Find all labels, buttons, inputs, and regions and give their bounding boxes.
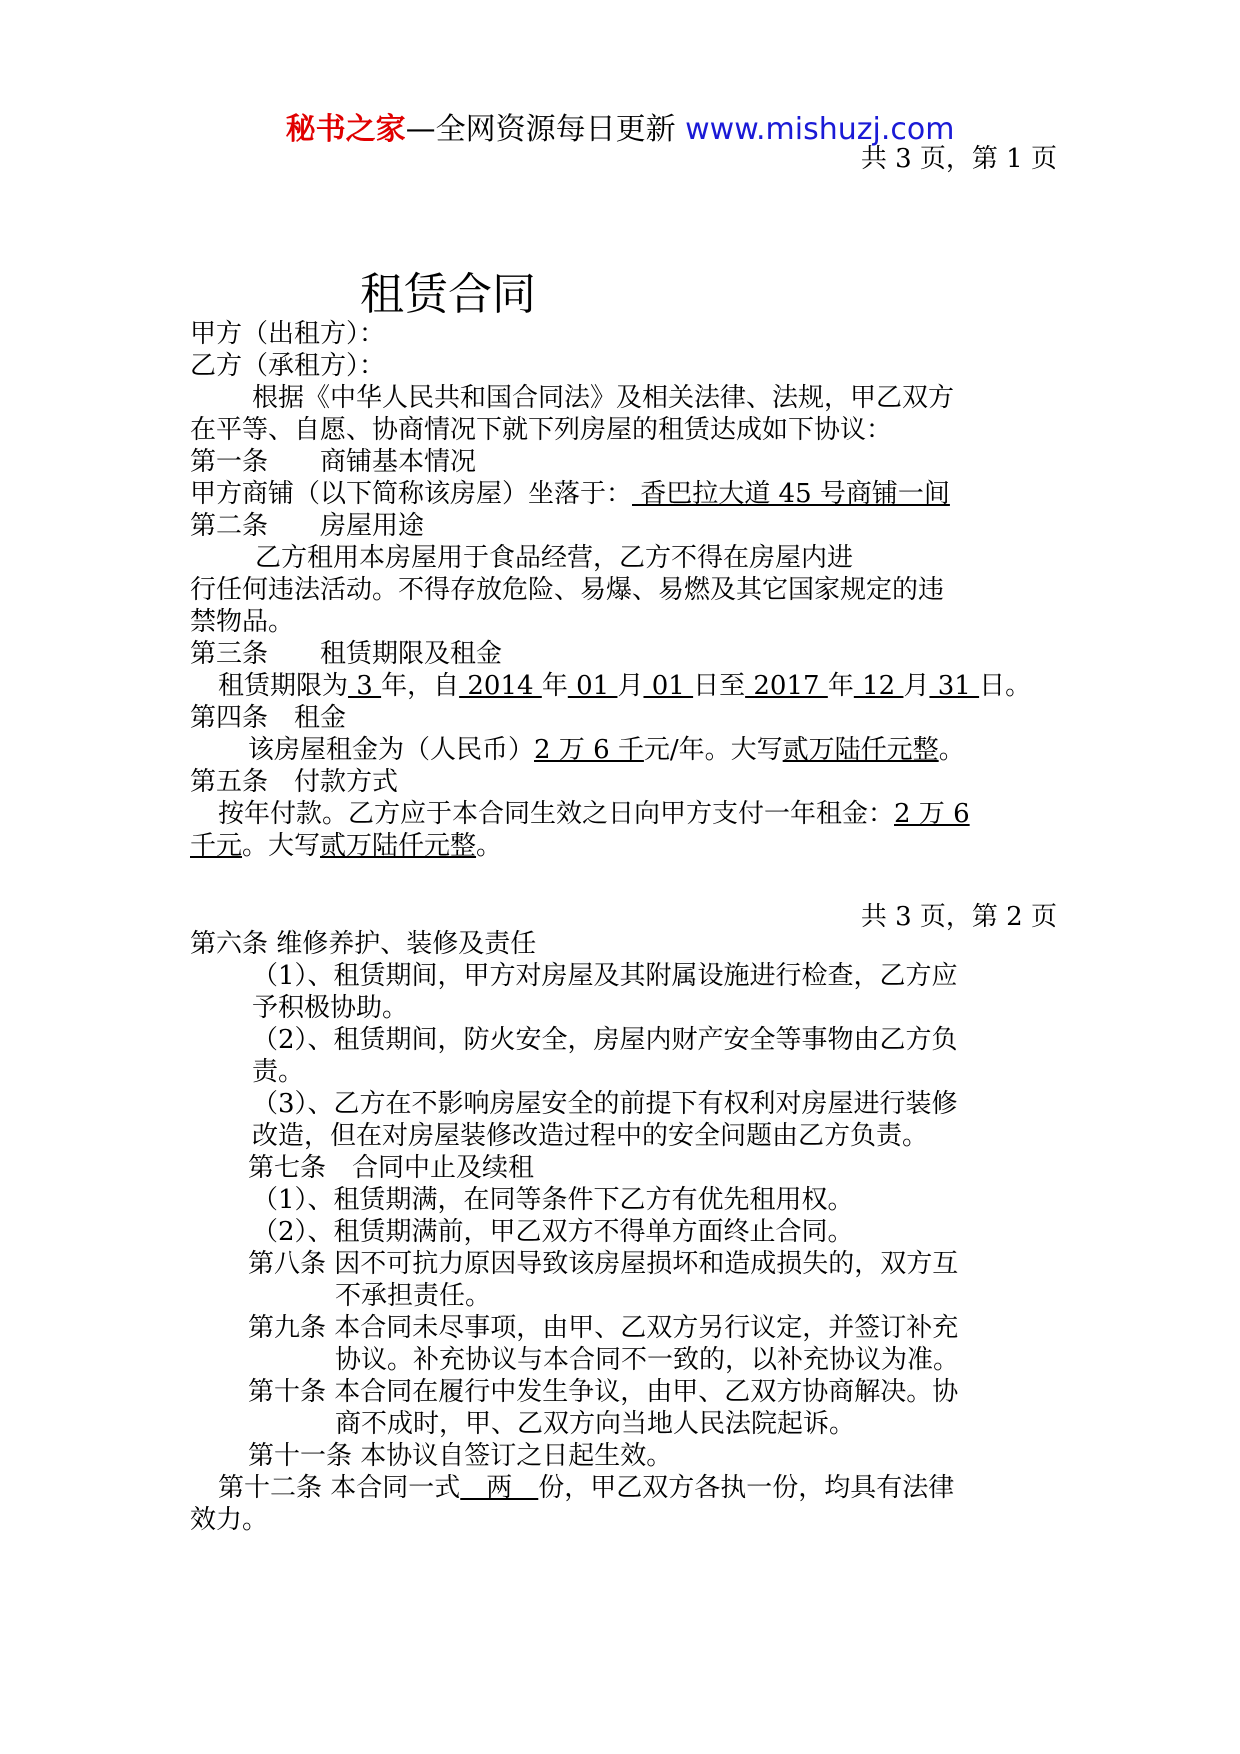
banner-brand: 秘书之家 — [285, 112, 406, 147]
payment-amount: 2 万 6 — [894, 799, 970, 829]
article-6-title: 第六条 维修养护、装修及责任 — [190, 929, 537, 959]
article-3-title: 第三条 租赁期限及租金 — [190, 639, 503, 669]
term-text: 日至 — [693, 671, 746, 701]
banner-url[interactable]: www.mishuzj.com — [685, 112, 955, 147]
end-day: 31 — [929, 671, 980, 701]
article-2-line-2: 行任何违法活动。不得存放危险、易爆、易燃及其它国家规定的违 — [190, 575, 945, 605]
start-year: 2014 — [459, 671, 542, 701]
article-9-line-1: 第九条 本合同未尽事项，由甲、乙双方另行议定，并签订补充 — [248, 1313, 959, 1343]
rent-amount-uppercase: 贰万陆仟元整 — [782, 735, 939, 765]
party-a: 甲方（出租方）： — [190, 319, 386, 349]
end-month: 12 — [853, 671, 904, 701]
article-6-item-3b: 改造，但在对房屋装修改造过程中的安全问题由乙方负责。 — [252, 1121, 929, 1151]
article-6-item-1b: 予积极协助。 — [252, 993, 409, 1023]
page-number-2: 共 3 页，第 2 页 — [860, 902, 1057, 932]
article-12-line-2: 效力。 — [190, 1505, 269, 1535]
lease-term-line — [218, 670, 1031, 702]
article-1-title: 第一条 商铺基本情况 — [190, 447, 477, 477]
article-8-line-2: 不承担责任。 — [335, 1281, 492, 1311]
rent-line — [248, 734, 965, 766]
intro-line-2: 在平等、自愿、协商情况下就下列房屋的租赁达成如下协议： — [190, 415, 893, 445]
article-6-item-1a: （1）、租赁期间，甲方对房屋及其附属设施进行检查，乙方应 — [252, 961, 958, 991]
payment-amount: 千元 — [190, 831, 243, 861]
article-4-title: 第四条 租金 — [190, 703, 347, 733]
intro-line-1: 根据《中华人民共和国合同法》及相关法律、法规，甲乙双方 — [252, 383, 955, 413]
article-7-item-2: （2）、租赁期满前，甲乙双方不得单方面终止合同。 — [252, 1217, 854, 1247]
article-7-title: 第七条 合同中止及续租 — [248, 1153, 535, 1183]
address-value: 香巴拉大道 45 号商铺一间 — [632, 479, 950, 509]
article-9-line-2: 协议。补充协议与本合同不一致的，以补充协议为准。 — [335, 1345, 960, 1375]
rent-text: 元/年。大写 — [643, 735, 783, 765]
payment-line-1 — [218, 798, 970, 830]
copies-count: 两 — [460, 1473, 539, 1503]
term-years: 3 — [348, 671, 382, 701]
document-title: 租赁合同 — [360, 269, 536, 320]
article-2-title: 第二条 房屋用途 — [190, 511, 425, 541]
page-number-1: 共 3 页，第 1 页 — [860, 144, 1057, 174]
article-1-text — [190, 478, 950, 510]
rent-text: 该房屋租金为（人民币） — [248, 735, 535, 765]
article-12-line-1 — [218, 1472, 954, 1504]
rent-text: 。 — [938, 735, 965, 765]
start-month: 01 — [567, 671, 618, 701]
article-12-text: 份，甲乙双方各执一份，均具有法律 — [538, 1473, 955, 1503]
article-7-item-1: （1）、租赁期满，在同等条件下乙方有优先租用权。 — [252, 1185, 854, 1215]
term-text: 年，自 — [381, 671, 460, 701]
article-2-line-3: 禁物品。 — [190, 607, 295, 637]
article-10-line-2: 商不成时，甲、乙双方向当地人民法院起诉。 — [335, 1409, 856, 1439]
end-year: 2017 — [745, 671, 828, 701]
term-text: 月 — [903, 671, 930, 701]
term-text: 租赁期限为 — [218, 671, 349, 701]
rent-amount: 2 万 6 千 — [534, 735, 644, 765]
article-2-line-1: 乙方租用本房屋用于食品经营，乙方不得在房屋内进 — [255, 543, 854, 573]
payment-text: 按年付款。乙方应于本合同生效之日向甲方支付一年租金： — [218, 799, 895, 829]
term-text: 日。 — [979, 671, 1032, 701]
article-6-item-2a: （2）、租赁期间，防火安全，房屋内财产安全等事物由乙方负 — [252, 1025, 958, 1055]
term-text: 年 — [541, 671, 568, 701]
article-5-title: 第五条 付款方式 — [190, 767, 399, 797]
term-text: 月 — [617, 671, 644, 701]
address-label: 甲方商铺（以下简称该房屋）坐落于： — [190, 479, 633, 509]
payment-amount-uppercase: 贰万陆仟元整 — [320, 831, 477, 861]
payment-text: 。大写 — [242, 831, 321, 861]
article-12-text: 第十二条 本合同一式 — [218, 1473, 461, 1503]
payment-line-2 — [190, 830, 502, 862]
start-day: 01 — [643, 671, 694, 701]
party-b: 乙方（承租方）： — [190, 351, 386, 381]
term-text: 年 — [827, 671, 854, 701]
article-6-item-3a: （3）、乙方在不影响房屋安全的前提下有权利对房屋进行装修 — [252, 1089, 958, 1119]
article-6-item-2b: 责。 — [252, 1057, 305, 1087]
article-8-line-1: 第八条 因不可抗力原因导致该房屋损坏和造成损失的，双方互 — [248, 1249, 959, 1279]
banner-tagline: —全网资源每日更新 — [405, 112, 686, 147]
payment-text: 。 — [476, 831, 503, 861]
article-10-line-1: 第十条 本合同在履行中发生争议，由甲、乙双方协商解决。协 — [248, 1377, 959, 1407]
article-11: 第十一条 本协议自签订之日起生效。 — [248, 1441, 673, 1471]
